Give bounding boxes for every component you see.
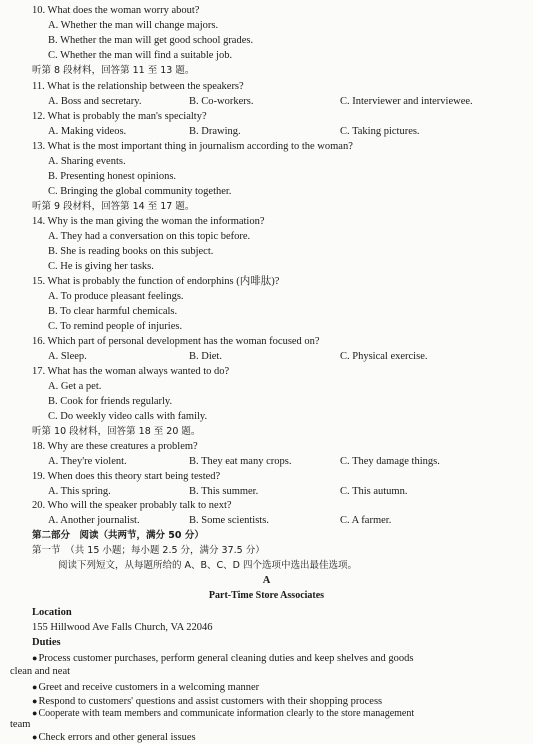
instruction-segment-8: 听第 8 段材料，回答第 11 至 13 题。 (32, 65, 195, 76)
question-10-option-c: C. Whether the man will find a suitable job. (48, 50, 233, 61)
part-two-title: 第二部分 阅读（共两节，满分 50 分） (32, 530, 204, 541)
question-20-stem: 20. Who will the speaker probably talk to next? (32, 500, 232, 511)
question-14-option-b: B. She is reading books on this subject. (48, 246, 214, 257)
question-18-option-a: A. They're violent. (48, 456, 127, 467)
passage-title: Part-Time Store Associates (208, 590, 325, 601)
question-12-option-a: A. Making videos. (48, 126, 127, 137)
question-10-stem: 10. What does the woman worry about? (32, 5, 200, 16)
question-14-option-c: C. He is giving her tasks. (48, 261, 154, 272)
question-13-stem: 13. What is the most important thing in journalism according to the woman? (32, 141, 353, 152)
question-18-option-c: C. They damage things. (340, 456, 440, 467)
question-18-option-b: B. They eat many crops. (189, 456, 292, 467)
question-11-option-c: C. Interviewer and interviewee. (340, 96, 473, 107)
duties-heading: Duties (32, 637, 61, 648)
question-13-option-a: A. Sharing events. (48, 156, 126, 167)
instruction-segment-9: 听第 9 段材料，回答第 14 至 17 题。 (32, 201, 195, 212)
question-11-option-a: A. Boss and secretary. (48, 96, 142, 107)
reading-instruction: 阅读下列短文，从每题所给的 A、B、C、D 四个选项中选出最佳选项。 (58, 560, 358, 571)
question-17-stem: 17. What has the woman always wanted to do? (32, 366, 230, 377)
duty-item-2: ● Greet and receive customers in a welcoming manner (32, 681, 259, 694)
question-20-option-b: B. Some scientists. (189, 515, 269, 526)
question-15-option-a: A. To produce pleasant feelings. (48, 291, 184, 302)
passage-letter: A (262, 575, 271, 586)
question-16-option-a: A. Sleep. (48, 351, 87, 362)
instruction-segment-10: 听第 10 段材料，回答第 18 至 20 题。 (32, 426, 201, 437)
question-12-stem: 12. What is probably the man's specialty? (32, 111, 207, 122)
question-10-option-a: A. Whether the man will change majors. (48, 20, 219, 31)
duty-item-4: ● Cooperate with team members and communicate information clearly to the store management (32, 707, 414, 720)
question-17-option-b: B. Cook for friends regularly. (48, 396, 173, 407)
section-one-title: 第一节 （共 15 小题；每小题 2.5 分，满分 37.5 分） (32, 545, 265, 556)
question-12-option-b: B. Drawing. (189, 126, 241, 137)
question-13-option-b: B. Presenting honest opinions. (48, 171, 177, 182)
question-19-option-b: B. This summer. (189, 486, 259, 497)
question-14-stem: 14. Why is the man giving the woman the information? (32, 216, 265, 227)
duty-item-1: ● Process customer purchases, perform general cleaning duties and keep shelves and goods (32, 652, 413, 665)
location-address: 155 Hillwood Ave Falls Church, VA 22046 (32, 622, 213, 633)
question-13-option-c: C. Bringing the global community together. (48, 186, 232, 197)
question-19-option-c: C. This autumn. (340, 486, 408, 497)
question-17-option-c: C. Do weekly video calls with family. (48, 411, 208, 422)
question-10-option-b: B. Whether the man will get good school grades. (48, 35, 254, 46)
question-15-option-c: C. To remind people of injuries. (48, 321, 183, 332)
duty-item-1-continued: clean and neat (10, 666, 71, 677)
question-20-option-a: A. Another journalist. (48, 515, 140, 526)
question-15-option-b: B. To clear harmful chemicals. (48, 306, 178, 317)
question-15-stem: 15. What is probably the function of endorphins (内啡肽)? (32, 276, 280, 287)
question-20-option-c: C. A farmer. (340, 515, 392, 526)
question-17-option-a: A. Get a pet. (48, 381, 102, 392)
question-19-stem: 19. When does this theory start being tested? (32, 471, 221, 482)
question-11-option-b: B. Co-workers. (189, 96, 254, 107)
question-19-option-a: A. This spring. (48, 486, 111, 497)
duty-item-4-continued: team (10, 719, 31, 730)
question-12-option-c: C. Taking pictures. (340, 126, 420, 137)
question-11-stem: 11. What is the relationship between the speakers? (32, 81, 244, 92)
location-heading: Location (32, 607, 72, 618)
question-14-option-a: A. They had a conversation on this topic before. (48, 231, 251, 242)
question-18-stem: 18. Why are these creatures a problem? (32, 441, 198, 452)
duty-item-5: ● Check errors and other general issues (32, 731, 196, 744)
duty-item-3: ● Respond to customers' questions and assist customers with their shopping process (32, 695, 382, 708)
question-16-option-c: C. Physical exercise. (340, 351, 428, 362)
question-16-option-b: B. Diet. (189, 351, 222, 362)
question-16-stem: 16. Which part of personal development has the woman focused on? (32, 336, 320, 347)
